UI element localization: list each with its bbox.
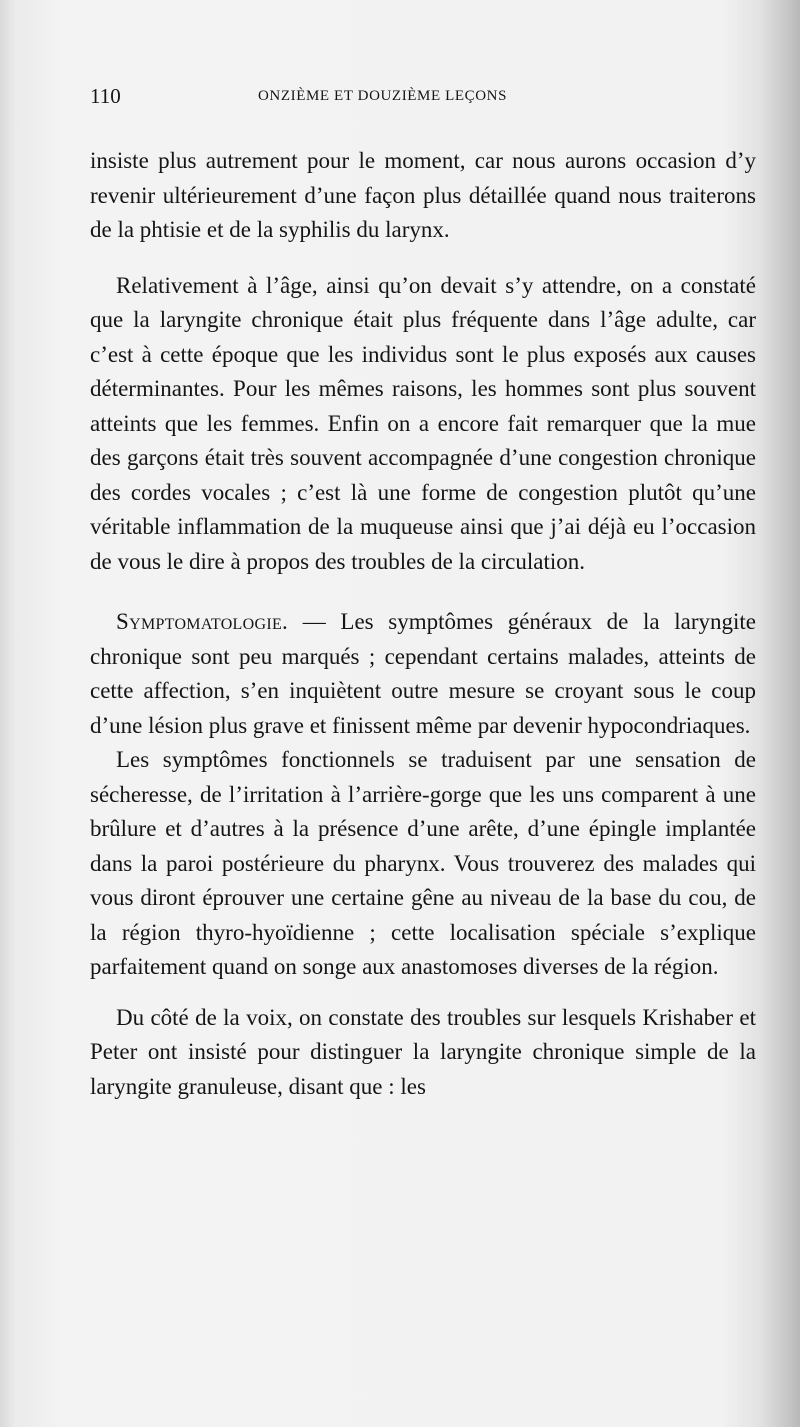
page-body [90, 84, 756, 1104]
paragraph-text: — Les symptômes généraux de la laryngite chronique sont peu marqués ; cependant certains malades, atteints de cette affection, s’en inquiètent outre mesure se croyant sous le coup d’une lésion plus grave et finissent même par devenir hypocondriaques. [90, 609, 756, 738]
paragraph-continuation [90, 144, 756, 248]
paragraph-voice [90, 1001, 756, 1105]
paragraph-text: insiste plus autrement pour le moment, car nous aurons occasion d’y revenir ultérieurement d’une façon plus détaillée quand nous traiterons de la phtisie et de la syphilis du larynx. [90, 148, 756, 242]
paragraph-age [90, 269, 756, 580]
paragraph-text: Relativement à l’âge, ainsi qu’on devait s’y attendre, on a constaté que la laryngite chronique était plus fréquente dans l’âge adulte, car c’est à cette époque que les individus sont le plus exposés aux causes déterminantes. Pour les mêmes raisons, les hommes sont plus souvent atteints que les femmes. Enfin on a encore fait remarquer que la mue des garçons était très souvent accompagnée d’une congestion chronique des cordes vocales ; c’est là une forme de congestion plutôt qu’une véritable inflammation de la muqueuse ainsi que j’ai déjà eu l’occasion de vous le dire à propos des troubles de la circulation. [90, 272, 756, 574]
page-edge-shadow [0, 0, 16, 1427]
section-heading: Symptomatologie. [116, 609, 289, 634]
paragraph-functional-symptoms [90, 743, 756, 985]
paragraph-text: Du côté de la voix, on constate des troubles sur lesquels Krishaber et Peter ont insisté pour distinguer la laryngite chronique simple de la laryngite granuleuse, disant que : les [90, 1004, 756, 1099]
page-number: 110 [90, 84, 121, 108]
paragraph-text: Les symptômes fonctionnels se traduisent par une sensation de sécheresse, de l’irritation à l’arrière-gorge que les uns comparent à une brûlure et d’autres à la présence d’une arête, d’une épingle implantée dans la paroi postérieure du pharynx. Vous trouverez des malades qui vous diront éprouver une certaine gêne au niveau de la base du cou, de la région thyro-hyoïdienne ; cette localisation spéciale s’explique parfaitement quand on songe aux anastomoses diverses de la région. [90, 747, 756, 979]
paragraph-symptomatology [90, 605, 756, 743]
running-head [90, 84, 756, 118]
running-title: ONZIÈME ET DOUZIÈME LEÇONS [258, 88, 508, 104]
